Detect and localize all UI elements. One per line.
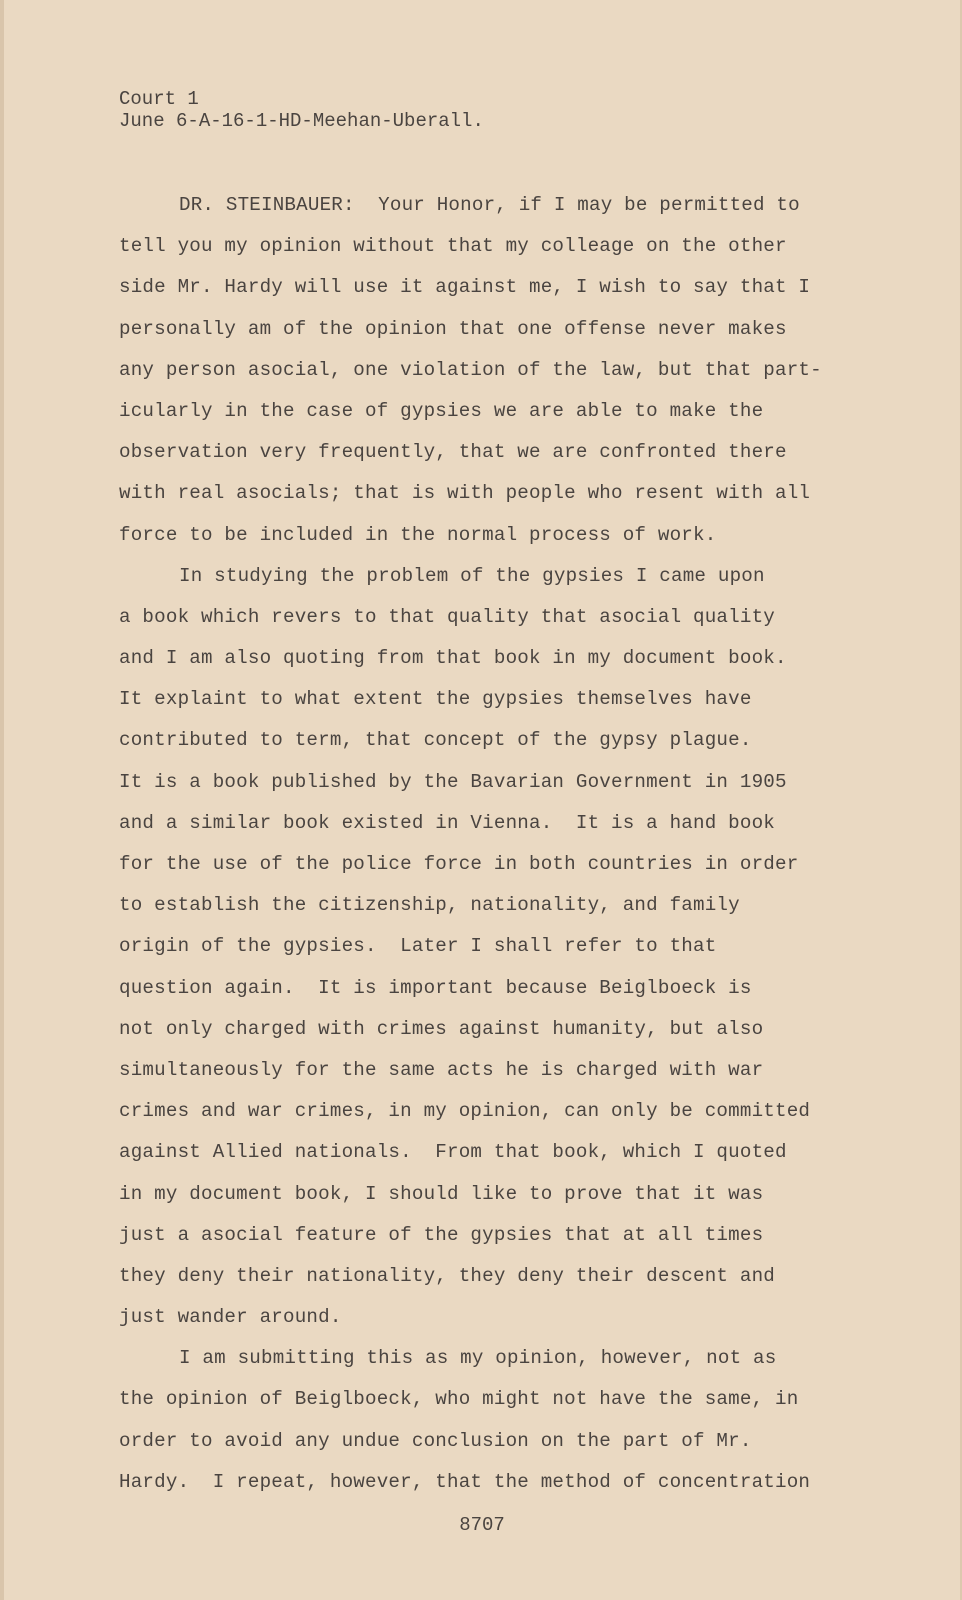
transcript-line: contributed to term, that concept of the gypsy plague. xyxy=(119,729,752,752)
transcript-line: I am submitting this as my opinion, however, not as xyxy=(179,1347,777,1370)
transcript-line: for the use of the police force in both countries in order xyxy=(119,853,799,875)
transcript-line: observation very frequently, that we are confronted there xyxy=(119,441,787,464)
transcript-line: Hardy. I repeat, however, that the method of concentration xyxy=(119,1470,811,1493)
transcript-body xyxy=(119,185,859,1503)
transcript-line: tell you my opinion without that my colleage on the other xyxy=(119,235,787,258)
transcript-line: not only charged with crimes against humanity, but also xyxy=(119,1017,764,1040)
transcript-line: crimes and war crimes, in my opinion, can only be committed xyxy=(119,1100,811,1123)
page-number: 8707 xyxy=(459,1514,505,1536)
transcript-line: a book which revers to that quality that asocial quality xyxy=(119,605,776,628)
court-label: Court 1 xyxy=(119,88,199,110)
session-reference: June 6-A-16-1-HD-Meehan-Uberall. xyxy=(119,110,484,132)
transcript-line: origin of the gypsies. Later I shall refer to that xyxy=(119,935,717,958)
transcript-line: just wander around. xyxy=(119,1306,342,1329)
transcript-line: order to avoid any undue conclusion on the part of Mr. xyxy=(119,1429,752,1452)
transcript-line: with real asocials; that is with people who resent with all xyxy=(119,482,811,505)
transcript-line: question again. It is important because Beiglboeck is xyxy=(119,976,752,999)
transcript-line: against Allied nationals. From that book, which I quoted xyxy=(119,1141,787,1164)
transcript-line: force to be included in the normal process of work. xyxy=(119,523,717,546)
header-block xyxy=(119,88,484,132)
transcript-line: just a asocial feature of the gypsies that at all times xyxy=(119,1223,764,1246)
transcript-line: any person asocial, one violation of the law, but that part- xyxy=(119,358,822,381)
transcript-line: the opinion of Beiglboeck, who might not have the same, in xyxy=(119,1388,799,1411)
transcript-line: and a similar book existed in Vienna. It is a hand book xyxy=(119,811,776,834)
transcript-line: personally am of the opinion that one offense never makes xyxy=(119,317,787,340)
transcript-line: and I am also quoting from that book in my document book. xyxy=(119,647,787,670)
transcript-line: It explaint to what extent the gypsies themselves have xyxy=(119,688,752,711)
transcript-line: DR. STEINBAUER: Your Honor, if I may be permitted to xyxy=(179,194,800,216)
transcript-line: in my document book, I should like to prove that it was xyxy=(119,1182,764,1205)
transcript-line: simultaneously for the same acts he is charged with war xyxy=(119,1058,764,1081)
transcript-line: icularly in the case of gypsies we are able to make the xyxy=(119,399,764,422)
transcript-line: they deny their nationality, they deny their descent and xyxy=(119,1264,776,1287)
transcript-line: to establish the citizenship, nationality, and family xyxy=(119,894,740,917)
transcript-line: side Mr. Hardy will use it against me, I wish to say that I xyxy=(119,276,811,299)
transcript-line: It is a book published by the Bavarian Government in 1905 xyxy=(119,770,787,793)
transcript-line: In studying the problem of the gypsies I came upon xyxy=(179,564,765,587)
